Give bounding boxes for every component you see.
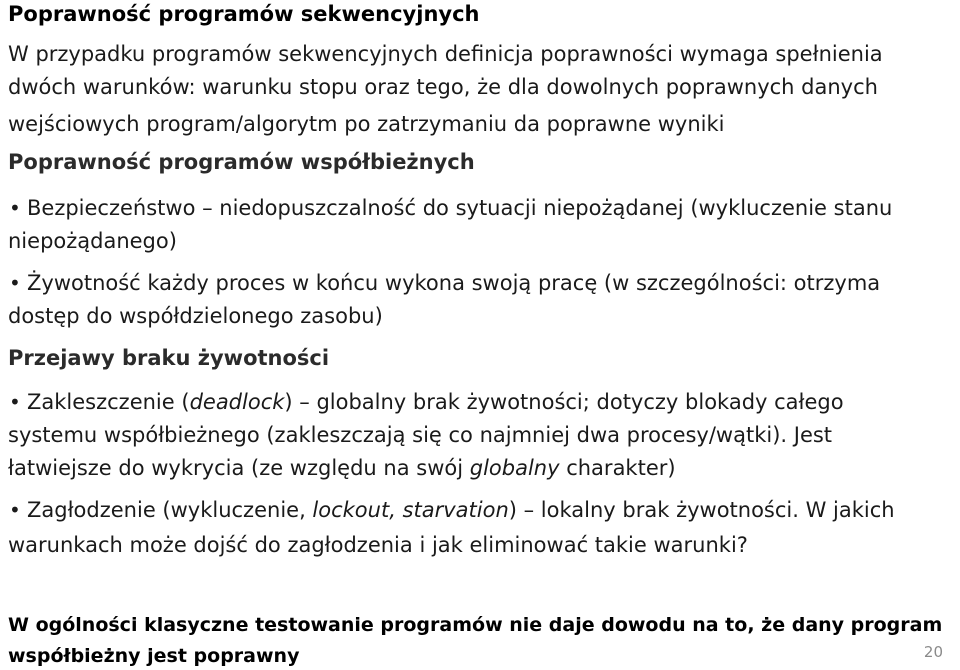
page-number: 20 bbox=[923, 643, 943, 661]
deadlock-term: deadlock bbox=[189, 390, 285, 414]
bullet-icon: • bbox=[9, 196, 21, 220]
section-heading-liveness-violations: Przejawy braku żywotności bbox=[8, 346, 330, 370]
starvation-line-1 bbox=[27, 498, 895, 522]
safety-line-1: Bezpieczeństwo – niedopuszczalność do sytuacji niepożądanej (wykluczenie stanu bbox=[27, 196, 893, 220]
intro-line-1: W przypadku programów sekwencyjnych definicja poprawności wymaga spełnienia bbox=[8, 42, 883, 66]
slide-title: Poprawność programów sekwencyjnych bbox=[8, 2, 480, 26]
deadlock-text: charakter) bbox=[559, 456, 676, 480]
starvation-term: lockout, starvation bbox=[312, 498, 509, 522]
deadlock-line-3 bbox=[8, 456, 676, 480]
intro-line-2: dwóch warunków: warunku stopu oraz tego, że dla dowolnych poprawnych danych bbox=[8, 75, 878, 99]
safety-line-2: niepożądanego) bbox=[8, 229, 177, 253]
deadlock-term: globalny bbox=[469, 456, 560, 480]
deadlock-line-2: systemu współbieżnego (zakleszczają się co najmniej dwa procesy/wątki). Jest bbox=[8, 423, 833, 447]
starvation-text: Zagłodzenie (wykluczenie, bbox=[27, 498, 313, 522]
deadlock-line-1 bbox=[27, 390, 844, 414]
liveness-line-1: Żywotność każdy proces w końcu wykona swoją pracę (w szczególności: otrzyma bbox=[27, 271, 881, 295]
deadlock-text: ) – globalny brak żywotności; dotyczy blokady całego bbox=[284, 390, 844, 414]
section-heading-concurrent: Poprawność programów współbieżnych bbox=[8, 150, 475, 174]
deadlock-text: łatwiejsze do wykrycia (ze względu na swój bbox=[8, 456, 470, 480]
conclusion-line-1: W ogólności klasyczne testowanie programów nie daje dowodu na to, że dany program bbox=[8, 614, 943, 636]
intro-line-3: wejściowych program/algorytm po zatrzymaniu da poprawne wyniki bbox=[8, 112, 725, 136]
bullet-icon: • bbox=[9, 390, 21, 414]
bullet-icon: • bbox=[9, 271, 21, 295]
conclusion-line-2: współbieżny jest poprawny bbox=[8, 645, 300, 667]
starvation-text: ) – lokalny brak żywotności. W jakich bbox=[508, 498, 895, 522]
starvation-line-2: warunkach może dojść do zagłodzenia i jak eliminować takie warunki? bbox=[8, 533, 748, 557]
deadlock-text: Zakleszczenie ( bbox=[27, 390, 190, 414]
liveness-line-2: dostęp do współdzielonego zasobu) bbox=[8, 304, 383, 328]
bullet-icon: • bbox=[9, 498, 21, 522]
